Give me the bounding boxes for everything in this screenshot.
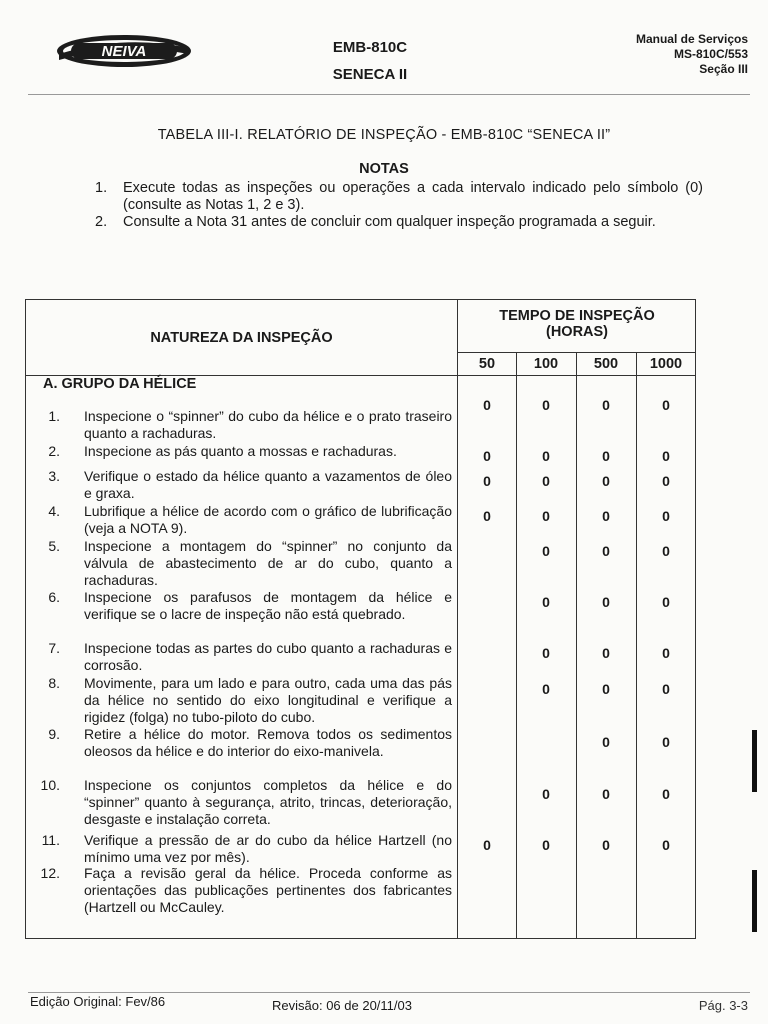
row-text: Verifique a pressão de ar do cubo da hélice Hartzell (no mínimo uma vez por mês). — [84, 832, 452, 865]
manual-section: Seção III — [699, 62, 748, 76]
row-number: 8. — [48, 675, 60, 691]
hours-50: 50 — [478, 356, 496, 372]
row-text: Inspecione todas as partes do cubo quanto a rachaduras e corrosão. — [84, 640, 452, 673]
inspection-mark: 0 — [662, 837, 670, 853]
page-number: Pág. 3-3 — [698, 998, 748, 1013]
row-number: 10. — [40, 777, 60, 793]
row-number: 6. — [48, 589, 60, 605]
inspection-mark: 0 — [542, 508, 550, 524]
row-text: Faça a revisão geral da hélice. Proceda conforme as orientações das publicações pertinentes dos fabricantes (Hartzell ou McCauley. — [84, 865, 452, 915]
inspection-mark: 0 — [662, 681, 670, 697]
inspection-mark: 0 — [662, 448, 670, 464]
inspection-mark: 0 — [542, 681, 550, 697]
inspection-mark: 0 — [602, 837, 610, 853]
inspection-mark: 0 — [662, 594, 670, 610]
inspection-mark: 0 — [542, 543, 550, 559]
revision-text: Revisão: 06 de 20/11/03 — [272, 998, 412, 1013]
row-number: 9. — [48, 726, 60, 742]
note-number: 1. — [95, 180, 108, 196]
group-title: A. GRUPO DA HÉLICE — [43, 376, 197, 392]
row-number: 4. — [48, 503, 60, 519]
row-number: 1. — [48, 408, 60, 424]
note-text: Consulte a Nota 31 antes de concluir com qualquer inspeção programada a seguir. — [123, 214, 656, 230]
header-divider — [457, 352, 696, 353]
inspection-mark: 0 — [662, 734, 670, 750]
row-number: 5. — [48, 538, 60, 554]
inspection-mark: 0 — [483, 448, 491, 464]
inspection-mark: 0 — [602, 786, 610, 802]
manual-name: Manual de Serviços — [635, 32, 748, 46]
inspection-mark: 0 — [542, 837, 550, 853]
inspection-mark: 0 — [542, 397, 550, 413]
row-text: Inspecione as pás quanto a mossas e rachaduras. — [84, 443, 397, 459]
inspection-mark: 0 — [483, 473, 491, 489]
inspection-mark: 0 — [542, 786, 550, 802]
change-bar — [752, 870, 757, 932]
footer-divider — [28, 992, 750, 993]
time-header-line2: (HORAS) — [545, 324, 609, 340]
inspection-mark: 0 — [542, 594, 550, 610]
row-text: Movimente, para um lado e para outro, cada uma das pás da hélice no sentido do eixo longitudinal e verifique a rigidez (folga) no tubo-piloto do cubo. — [84, 675, 452, 725]
svg-text:NEIVA: NEIVA — [101, 43, 147, 60]
inspection-mark: 0 — [542, 473, 550, 489]
row-number: 2. — [48, 443, 60, 459]
inspection-mark: 0 — [483, 397, 491, 413]
inspection-mark: 0 — [602, 681, 610, 697]
row-number: 12. — [40, 865, 60, 881]
row-number: 7. — [48, 640, 60, 656]
note-text: Execute todas as inspeções ou operações a cada intervalo indicado pelo símbolo (0) (consulte as Notas 1, 2 e 3). — [123, 180, 703, 213]
inspection-mark: 0 — [662, 508, 670, 524]
hours-100: 100 — [533, 356, 559, 372]
inspection-mark: 0 — [602, 543, 610, 559]
manual-code: MS-810C/553 — [673, 47, 748, 61]
inspection-mark: 0 — [662, 543, 670, 559]
row-text: Retire a hélice do motor. Remova todos os sedimentos oleosos da hélice e do interior do eixo-manivela. — [84, 726, 452, 759]
row-text: Inspecione os parafusos de montagem da hélice e verifique se o lacre de inspeção não está quebrado. — [84, 589, 452, 622]
row-text: Lubrifique a hélice de acordo com o gráfico de lubrificação (veja a NOTA 9). — [84, 503, 452, 536]
inspection-mark: 0 — [602, 734, 610, 750]
inspection-mark: 0 — [602, 594, 610, 610]
inspection-mark: 0 — [602, 448, 610, 464]
manual-title — [636, 32, 748, 77]
nature-header: NATUREZA DA INSPEÇÃO — [150, 330, 333, 346]
table-title: TABELA III-I. RELATÓRIO DE INSPEÇÃO - EMB-810C “SENECA II” — [157, 127, 611, 143]
inspection-mark: 0 — [662, 473, 670, 489]
row-number: 11. — [41, 832, 60, 848]
aircraft-model: EMB-810C — [332, 39, 408, 56]
notes-title: NOTAS — [359, 161, 409, 177]
inspection-mark: 0 — [542, 448, 550, 464]
header-divider — [28, 94, 750, 95]
aircraft-name: SENECA II — [332, 66, 408, 83]
row-text: Inspecione a montagem do “spinner” no conjunto da válvula de abastecimento de ar do cubo, quanto a rachaduras. — [84, 538, 452, 588]
inspection-mark: 0 — [662, 645, 670, 661]
inspection-mark: 0 — [602, 508, 610, 524]
hours-1000: 1000 — [649, 356, 683, 372]
time-header — [458, 308, 696, 340]
hours-500: 500 — [593, 356, 619, 372]
inspection-mark: 0 — [602, 645, 610, 661]
inspection-mark: 0 — [602, 397, 610, 413]
row-number: 3. — [48, 468, 60, 484]
edition-text: Edição Original: Fev/86 — [30, 994, 166, 1009]
change-bar — [752, 730, 757, 792]
row-text: Inspecione o “spinner” do cubo da hélice e o prato traseiro quanto a rachaduras. — [84, 408, 452, 441]
neiva-logo — [55, 32, 193, 70]
inspection-mark: 0 — [602, 473, 610, 489]
row-text: Verifique o estado da hélice quanto a vazamentos de óleo e graxa. — [84, 468, 452, 501]
time-header-line1: TEMPO DE INSPEÇÃO — [499, 308, 655, 324]
note-number: 2. — [95, 214, 108, 230]
row-text: Inspecione os conjuntos completos da hélice e do “spinner” quanto à segurança, atrito, trincas, deterioração, desgaste e instalação correta. — [84, 777, 452, 827]
inspection-mark: 0 — [662, 786, 670, 802]
inspection-mark: 0 — [483, 837, 491, 853]
inspection-mark: 0 — [662, 397, 670, 413]
inspection-mark: 0 — [483, 508, 491, 524]
inspection-mark: 0 — [542, 645, 550, 661]
